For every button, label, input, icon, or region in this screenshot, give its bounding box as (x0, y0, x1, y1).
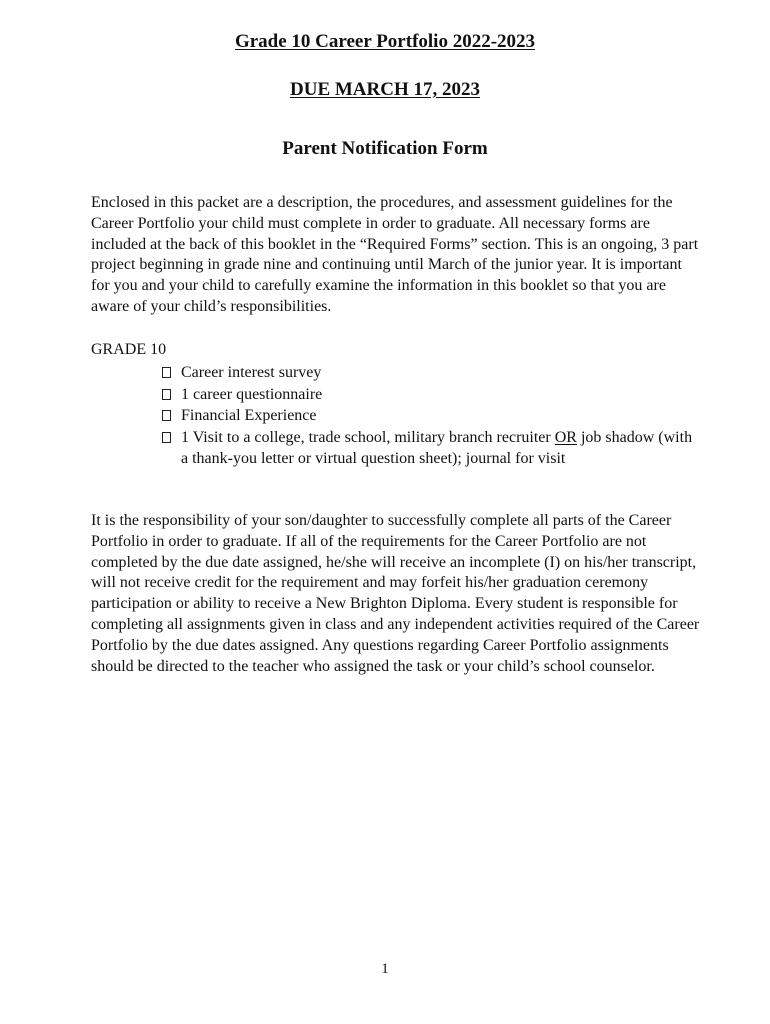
list-item (160, 405, 700, 427)
requirement-text-after: job shadow (with a thank-you letter or virtual question sheet); journal for visit (181, 428, 693, 467)
checkbox-square-icon (162, 432, 171, 443)
list-item (160, 384, 700, 406)
grade-label: GRADE 10 (91, 341, 167, 358)
requirement-text-before: 1 Visit to a college, trade school, military branch recruiter (181, 428, 555, 446)
checkbox-square-icon (162, 410, 171, 421)
requirement-emphasis-or: OR (554, 428, 577, 446)
form-name-heading: Parent Notification Form (282, 138, 488, 159)
page-number: 1 (381, 961, 389, 977)
list-item (160, 427, 700, 470)
document-title (0, 30, 770, 54)
intro-paragraph: Enclosed in this packet are a description, the procedures, and assessment guidelines for the Career Portfolio your child must complete in order to graduate. All necessary forms are included at the back of this booklet in the “Required Forms” section. This is an ongoing, 3 part project beginning in grade nine and continuing until March of the junior year. It is important for you and your child to carefully examine the information in this booklet so that you are aware of your child’s responsibilities. (91, 194, 699, 315)
due-date-heading (0, 78, 770, 102)
requirement-text: Financial Experience (181, 407, 317, 424)
checkbox-square-icon (162, 389, 171, 400)
checkbox-square-icon (162, 367, 171, 378)
responsibility-paragraph: It is the responsibility of your son/daughter to successfully complete all parts of the Career Portfolio in order to graduate. If all of the requirements for the Career Portfolio are not completed by the due date assigned, he/she will receive an incomplete (I) on his/her transcript, will not receive credit for the requirement and may forfeit his/her graduation ceremony participation or ability to receive a New Brighton Diploma. Every student is responsible for completing all assignments given in class and any independent activities required of the Career Portfolio by the due dates assigned. Any questions regarding Career Portfolio assignments should be directed to the teacher who assigned the task or your child’s school counselor. (91, 512, 700, 675)
requirement-text: 1 career questionnaire (181, 385, 323, 403)
list-item (160, 362, 700, 384)
document-title-text: Grade 10 Career Portfolio 2022-2023 (234, 31, 536, 52)
requirement-text: Career interest survey (181, 364, 322, 381)
due-date-text: DUE MARCH 17, 2023 (290, 79, 480, 100)
requirements-list (160, 362, 700, 470)
